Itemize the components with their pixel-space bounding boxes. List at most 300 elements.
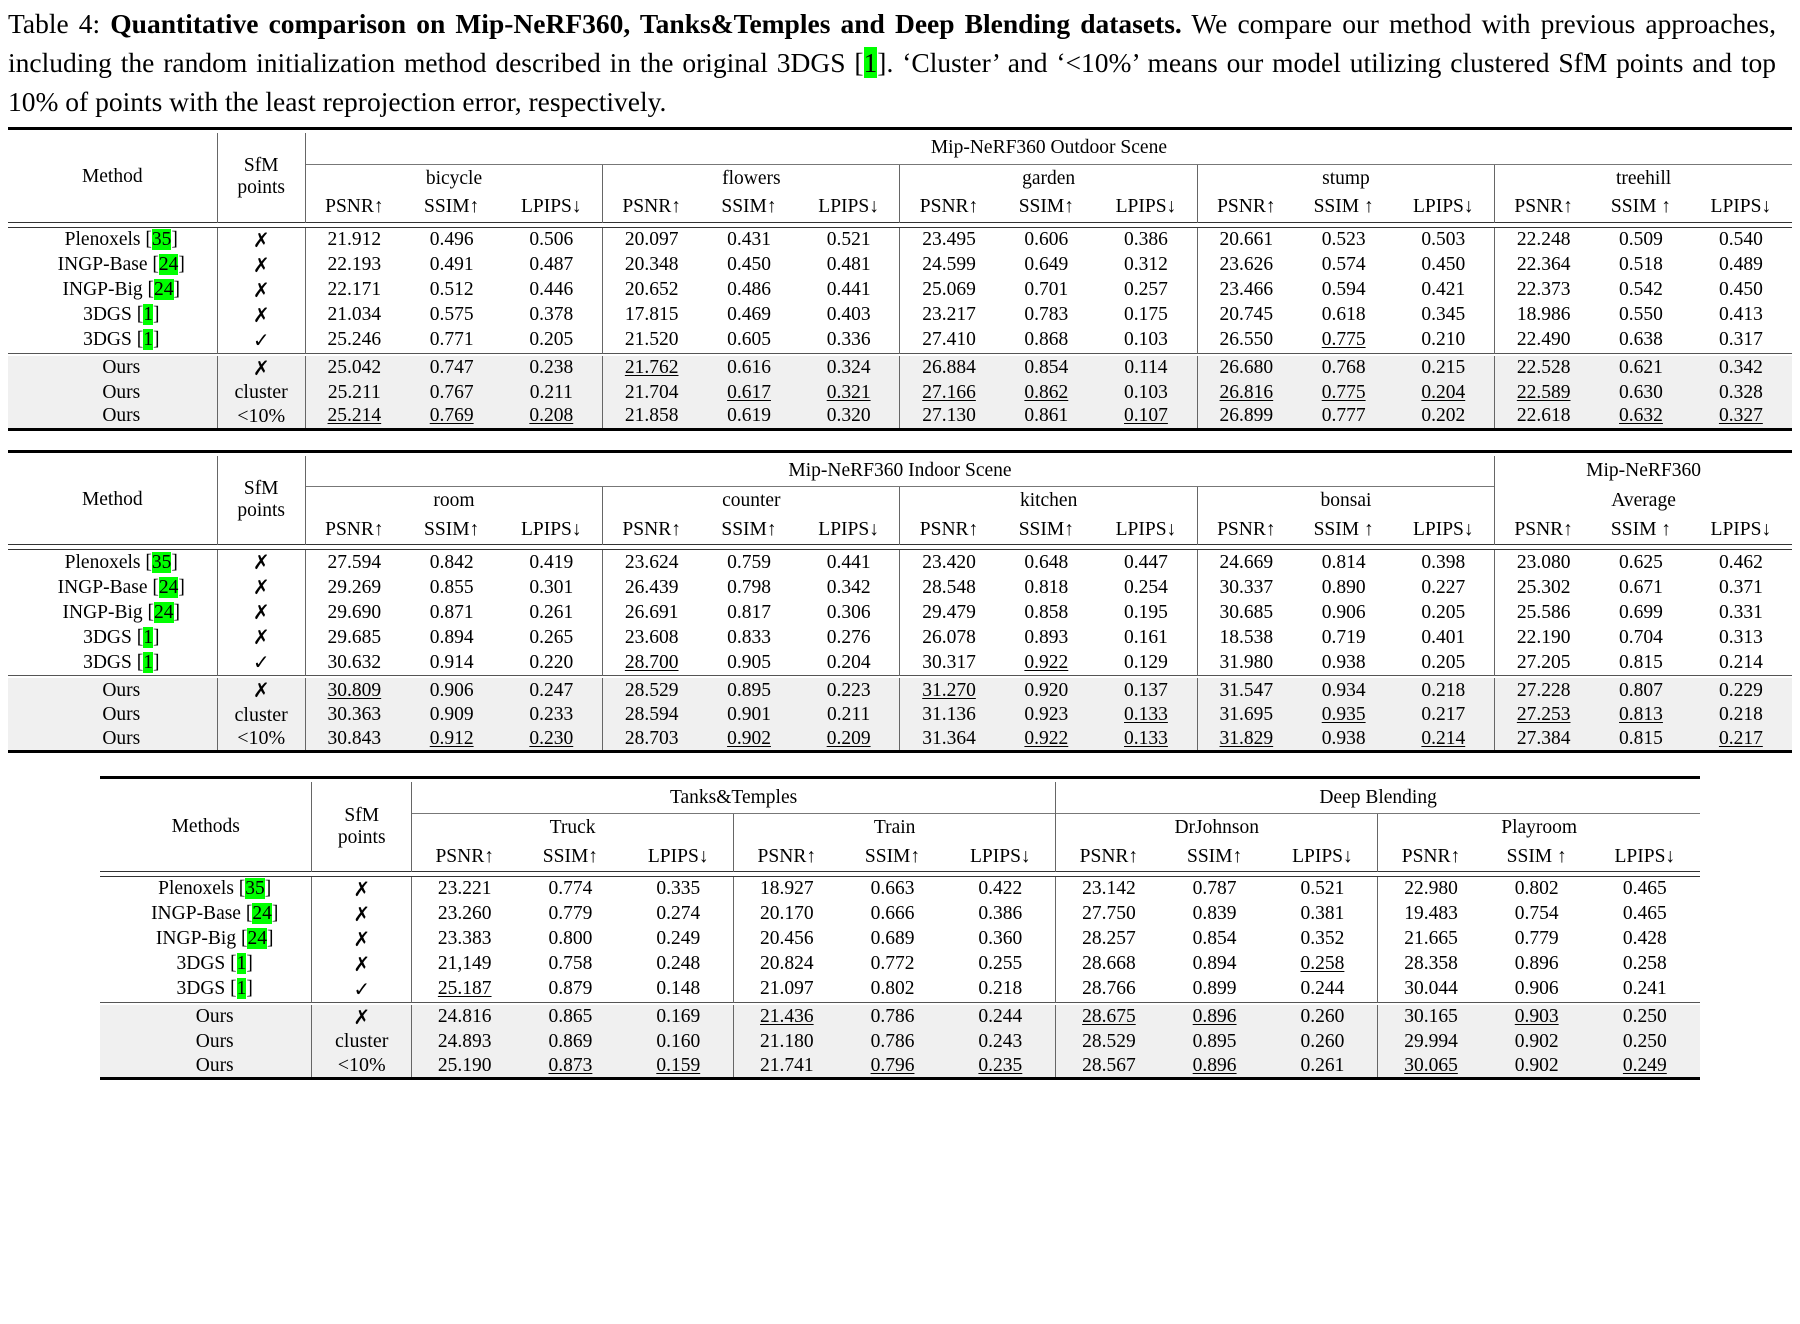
citation-ref[interactable]: 1 — [236, 978, 247, 1000]
row-value-cell: 0.209 — [826, 727, 871, 749]
row-value-cell: 24.816 — [412, 1005, 518, 1030]
row-value-cell: 0.619 — [727, 405, 771, 427]
row-value-cell: 22.490 — [1495, 328, 1593, 354]
row-sfm-cell: ✗ — [312, 952, 412, 977]
method-bracket: ] — [266, 928, 274, 950]
row-value-cell: 0.205 — [529, 329, 574, 350]
row-value-cell: 23.221 — [412, 876, 518, 902]
row-value-cell: 23.383 — [412, 927, 518, 952]
method-label: 3DGS [ — [83, 651, 144, 673]
row-value-cell: 0.313 — [1718, 626, 1763, 648]
indoor-body — [8, 550, 1792, 752]
row-value-cell: 26.691 — [603, 600, 701, 625]
row-value-cell: 23.080 — [1495, 550, 1593, 576]
row-sfm-cell: ✗ — [217, 550, 305, 576]
row-value-cell: 21.520 — [603, 328, 701, 354]
row-value-cell: 0.250 — [1622, 1006, 1667, 1028]
row-value-cell: 0.447 — [1124, 551, 1168, 573]
row-value-cell: 0.903 — [1514, 1006, 1559, 1028]
table-row — [100, 876, 1700, 902]
row-value-cell: 0.265 — [529, 626, 574, 648]
row-value-cell: 0.103 — [1124, 329, 1168, 350]
method-label: Ours — [195, 1054, 234, 1076]
table-row — [100, 952, 1700, 977]
row-value-cell: 30.165 — [1378, 1005, 1484, 1030]
row-value-cell: 0.107 — [1124, 405, 1168, 427]
method-bracket: ] — [171, 229, 178, 250]
scene-garden: garden — [900, 164, 1197, 193]
row-value-cell: 0.210 — [1421, 329, 1466, 350]
row-value-cell: 0.129 — [1124, 651, 1168, 673]
method-label: INGP-Big [ — [155, 928, 248, 950]
row-value-cell: 22.618 — [1495, 405, 1593, 430]
row-sfm-cell: ✗ — [217, 356, 305, 381]
sfm-line1: SfM — [243, 477, 279, 499]
table-row — [100, 1005, 1700, 1030]
row-method-cell — [100, 1005, 312, 1030]
method-label: 3DGS [ — [83, 329, 144, 350]
table-row — [8, 600, 1792, 625]
row-value-cell: 0.902 — [1514, 1054, 1559, 1076]
rule-bottom — [100, 1079, 1700, 1084]
header-method: Method — [81, 488, 143, 510]
row-value-cell: 0.518 — [1619, 254, 1663, 275]
row-sfm-cell: ✓ — [217, 650, 305, 676]
row-value-cell: 0.306 — [826, 601, 871, 623]
citation-3dgs[interactable]: 1 — [863, 47, 878, 78]
caption-text-1: We compare our method with previous approaches, including the random initialization method described in the original 3DGS [ — [8, 8, 1776, 78]
row-value-cell: 0.211 — [827, 704, 871, 726]
row-value-cell: 22.193 — [305, 253, 403, 278]
metric-lpips: LPIPS↓ — [1115, 518, 1177, 540]
row-value-cell: 0.769 — [429, 405, 474, 427]
row-value-cell: 0.255 — [978, 953, 1023, 975]
row-value-cell: 31.270 — [900, 678, 998, 703]
citation-ref[interactable]: 24 — [247, 928, 267, 950]
row-value-cell: 0.481 — [826, 254, 871, 275]
row-value-cell: 0.817 — [727, 601, 771, 623]
table-row — [100, 977, 1700, 1003]
row-value-cell: 0.401 — [1421, 626, 1466, 648]
row-value-cell: 0.896 — [1192, 1006, 1237, 1028]
metric-psnr: PSNR↑ — [603, 193, 701, 222]
table-row — [8, 405, 1792, 430]
row-value-cell: 0.257 — [1124, 279, 1168, 300]
method-label: INGP-Base [ — [57, 576, 159, 598]
row-method-cell — [8, 356, 217, 381]
row-value-cell: 0.320 — [826, 405, 871, 427]
row-value-cell: 22.171 — [305, 278, 403, 303]
row-method-cell — [8, 650, 217, 676]
metric-lpips: LPIPS↓ — [1115, 196, 1177, 218]
row-value-cell: 25.214 — [305, 405, 403, 430]
row-value-cell: 28.703 — [603, 727, 701, 752]
row-value-cell: 23.495 — [900, 227, 998, 253]
row-value-cell: 0.261 — [1300, 1054, 1345, 1076]
row-value-cell: 0.450 — [727, 254, 771, 275]
method-bracket: ] — [152, 651, 160, 673]
citation-ref[interactable]: 1 — [143, 329, 153, 350]
row-value-cell: 0.317 — [1718, 329, 1763, 350]
citation-ref[interactable]: 1 — [236, 953, 247, 975]
row-method-cell — [8, 727, 217, 752]
metric-lpips: LPIPS↓ — [1614, 845, 1676, 867]
method-bracket: ] — [246, 953, 253, 975]
header-method: Method — [81, 166, 143, 188]
row-value-cell: 0.218 — [1421, 679, 1466, 701]
row-value-cell: 0.796 — [870, 1054, 915, 1076]
table-row — [8, 575, 1792, 600]
row-method-cell — [8, 381, 217, 405]
row-value-cell: 0.666 — [870, 903, 915, 925]
row-method-cell — [8, 303, 217, 328]
row-value-cell: 22.528 — [1495, 356, 1593, 381]
ttdb-table — [100, 776, 1700, 1083]
caption-label: Table 4: — [8, 8, 101, 39]
row-value-cell: 0.450 — [1421, 254, 1466, 275]
row-value-cell: 24.893 — [412, 1030, 518, 1054]
row-value-cell: 0.800 — [548, 928, 593, 950]
row-value-cell: 31.695 — [1197, 703, 1295, 727]
row-value-cell: 26.884 — [900, 356, 998, 381]
row-value-cell: 0.920 — [1024, 679, 1069, 701]
row-value-cell: 0.378 — [529, 304, 574, 325]
row-value-cell: 0.312 — [1124, 254, 1168, 275]
row-value-cell: 27.253 — [1495, 703, 1593, 727]
method-bracket: ] — [178, 576, 185, 598]
row-value-cell: 28.358 — [1378, 952, 1484, 977]
row-value-cell: 0.233 — [529, 704, 574, 726]
row-value-cell: 0.895 — [727, 679, 771, 701]
row-value-cell: 0.218 — [1718, 704, 1763, 726]
method-label: INGP-Base [ — [151, 903, 253, 925]
method-label: 3DGS [ — [176, 978, 237, 1000]
row-value-cell: 0.542 — [1619, 279, 1663, 300]
row-value-cell: 0.934 — [1321, 679, 1366, 701]
citation-ref[interactable]: 1 — [143, 626, 153, 648]
row-value-cell: 0.512 — [429, 279, 474, 300]
citation-ref[interactable]: 24 — [158, 576, 179, 598]
row-method-cell — [8, 625, 217, 650]
indoor-table-wrap — [0, 450, 1800, 757]
row-value-cell: 0.854 — [1192, 928, 1237, 950]
scene-counter: counter — [603, 487, 900, 516]
row-sfm-cell: ✗ — [312, 876, 412, 902]
row-value-cell: 0.381 — [1300, 903, 1345, 925]
row-value-cell: 0.704 — [1619, 626, 1663, 648]
row-sfm-cell: cluster — [312, 1030, 412, 1054]
citation-ref[interactable]: 1 — [143, 304, 153, 325]
row-value-cell: 0.360 — [978, 928, 1023, 950]
row-value-cell: 0.450 — [1718, 279, 1763, 300]
row-value-cell: 0.244 — [978, 1006, 1023, 1028]
row-value-cell: 0.169 — [656, 1006, 701, 1028]
method-label: 3DGS [ — [83, 626, 144, 648]
row-value-cell: 29.685 — [305, 625, 403, 650]
metric-lpips: LPIPS↓ — [1412, 196, 1474, 218]
citation-ref[interactable]: 35 — [245, 878, 265, 900]
row-value-cell: 0.839 — [1192, 903, 1237, 925]
citation-ref[interactable]: 24 — [154, 601, 174, 623]
row-value-cell: 0.202 — [1421, 405, 1466, 427]
row-value-cell: 0.217 — [1718, 727, 1763, 749]
row-value-cell: 0.855 — [429, 576, 474, 598]
row-value-cell: 0.814 — [1321, 551, 1366, 573]
row-value-cell: 28.700 — [603, 650, 701, 676]
row-value-cell: 0.813 — [1619, 704, 1663, 726]
method-label: Ours — [102, 357, 141, 378]
row-sfm-cell: ✗ — [217, 227, 305, 253]
method-bracket: ] — [246, 978, 253, 1000]
row-value-cell: 0.754 — [1514, 903, 1559, 925]
row-value-cell: 0.114 — [1124, 357, 1168, 378]
citation-ref[interactable]: 35 — [151, 551, 172, 573]
row-sfm-cell: ✓ — [312, 977, 412, 1003]
row-value-cell: 0.491 — [429, 254, 474, 275]
ttdb-table-wrap — [0, 776, 1800, 1083]
row-value-cell: 0.861 — [1024, 405, 1069, 427]
row-value-cell: 23.260 — [412, 902, 518, 927]
row-value-cell: 29.690 — [305, 600, 403, 625]
row-value-cell: 0.214 — [1718, 651, 1763, 673]
row-value-cell: 23.608 — [603, 625, 701, 650]
metric-lpips: LPIPS↓ — [1292, 845, 1353, 867]
row-value-cell: 22.373 — [1495, 278, 1593, 303]
row-value-cell: 0.428 — [1622, 928, 1667, 950]
row-value-cell: 0.247 — [529, 679, 574, 701]
metric-ssim: SSIM↑ — [1186, 845, 1243, 867]
row-value-cell: 0.204 — [826, 651, 871, 673]
row-value-cell: 30.632 — [305, 650, 403, 676]
row-value-cell: 20.170 — [734, 902, 840, 927]
row-value-cell: 20.824 — [734, 952, 840, 977]
row-sfm-cell: ✗ — [217, 278, 305, 303]
row-sfm-cell: cluster — [217, 381, 305, 405]
row-value-cell: 0.235 — [978, 1054, 1023, 1076]
row-value-cell: 23.142 — [1056, 876, 1162, 902]
metric-ssim: SSIM↑ — [542, 845, 599, 867]
row-value-cell: 0.403 — [826, 304, 871, 325]
row-value-cell: 0.220 — [529, 651, 574, 673]
row-value-cell: 0.137 — [1124, 679, 1168, 701]
method-label: Plenoxels [ — [64, 229, 152, 250]
row-value-cell: 31.980 — [1197, 650, 1295, 676]
row-value-cell: 30.065 — [1378, 1054, 1484, 1079]
scene-flowers: flowers — [603, 164, 900, 193]
row-value-cell: 30.363 — [305, 703, 403, 727]
method-bracket: ] — [152, 329, 160, 350]
metric-lpips: LPIPS↓ — [818, 518, 879, 540]
row-value-cell: 0.649 — [1024, 254, 1069, 275]
row-value-cell: 0.873 — [548, 1054, 593, 1076]
metric-ssim: SSIM ↑ — [1506, 845, 1567, 867]
row-value-cell: 0.701 — [1024, 279, 1069, 300]
row-value-cell: 0.503 — [1421, 229, 1466, 250]
row-value-cell: 0.935 — [1321, 704, 1366, 726]
row-sfm-cell: <10% — [217, 727, 305, 752]
sfm-line1: SfM — [344, 804, 380, 826]
row-value-cell: 0.594 — [1321, 279, 1366, 300]
row-value-cell: 0.133 — [1124, 704, 1168, 726]
row-value-cell: 0.175 — [1124, 304, 1168, 325]
row-value-cell: 0.327 — [1718, 405, 1763, 427]
row-value-cell: 0.768 — [1321, 357, 1366, 378]
row-value-cell: 0.767 — [429, 381, 474, 403]
row-value-cell: 0.894 — [1192, 953, 1237, 975]
row-value-cell: 0.807 — [1619, 679, 1663, 701]
row-sfm-cell: ✓ — [217, 328, 305, 354]
row-value-cell: 0.779 — [1514, 928, 1559, 950]
row-value-cell: 0.214 — [1421, 727, 1466, 749]
row-sfm-cell: ✗ — [217, 253, 305, 278]
row-value-cell: 0.413 — [1718, 304, 1763, 325]
citation-ref[interactable]: 24 — [154, 279, 174, 300]
row-value-cell: 0.238 — [529, 357, 574, 378]
row-value-cell: 27.205 — [1495, 650, 1593, 676]
row-value-cell: 0.205 — [1421, 651, 1466, 673]
metric-ssim: SSIM ↑ — [1610, 518, 1672, 540]
row-value-cell: 30.337 — [1197, 575, 1295, 600]
row-value-cell: 0.195 — [1124, 601, 1168, 623]
row-value-cell: 28.548 — [900, 575, 998, 600]
row-value-cell: 18.986 — [1495, 303, 1593, 328]
metric-psnr: PSNR↑ — [305, 516, 403, 545]
row-value-cell: 21.034 — [305, 303, 403, 328]
row-value-cell: 0.161 — [1124, 626, 1168, 648]
metric-ssim: SSIM↑ — [424, 196, 480, 218]
method-bracket: ] — [178, 254, 185, 275]
metric-psnr: PSNR↑ — [412, 842, 518, 871]
row-value-cell: 0.160 — [656, 1030, 701, 1052]
row-value-cell: 0.258 — [1622, 953, 1667, 975]
row-value-cell: 21.858 — [603, 405, 701, 430]
row-value-cell: 20.456 — [734, 927, 840, 952]
table-row — [100, 927, 1700, 952]
row-value-cell: 0.798 — [727, 576, 771, 598]
table-gap-1 — [0, 434, 1800, 450]
row-value-cell: 27.130 — [900, 405, 998, 430]
row-value-cell: 28.766 — [1056, 977, 1162, 1003]
row-value-cell: 0.879 — [548, 978, 593, 1000]
row-value-cell: 26.680 — [1197, 356, 1295, 381]
row-method-cell — [100, 1054, 312, 1079]
metric-lpips: LPIPS↓ — [647, 845, 709, 867]
indoor-dataset-title: Mip-NeRF360 Indoor Scene — [305, 456, 1494, 487]
row-value-cell: 0.218 — [978, 978, 1023, 1000]
row-value-cell: 0.465 — [1622, 903, 1667, 925]
row-method-cell — [8, 328, 217, 354]
row-value-cell: 27.228 — [1495, 678, 1593, 703]
row-value-cell: 28.257 — [1056, 927, 1162, 952]
row-value-cell: 0.854 — [1024, 357, 1069, 378]
row-value-cell: 0.865 — [548, 1006, 593, 1028]
row-value-cell: 0.896 — [1192, 1054, 1237, 1076]
row-value-cell: 0.258 — [1300, 953, 1345, 975]
row-sfm-cell: ✗ — [217, 575, 305, 600]
row-value-cell: 28.567 — [1056, 1054, 1162, 1079]
row-value-cell: 22.190 — [1495, 625, 1593, 650]
method-label: Ours — [102, 704, 141, 726]
row-value-cell: 0.331 — [1718, 601, 1763, 623]
table-row — [8, 278, 1792, 303]
table-row — [8, 678, 1792, 703]
row-value-cell: 0.431 — [727, 229, 771, 250]
row-value-cell: 0.663 — [870, 878, 915, 900]
header-sfm-points — [312, 782, 412, 871]
row-value-cell: 28.529 — [1056, 1030, 1162, 1054]
row-value-cell: 0.890 — [1321, 576, 1366, 598]
method-label: 3DGS [ — [176, 953, 237, 975]
citation-ref[interactable]: 1 — [143, 651, 153, 673]
row-method-cell — [8, 405, 217, 430]
metric-lpips: LPIPS↓ — [1710, 196, 1772, 218]
row-value-cell: 0.777 — [1321, 405, 1366, 427]
row-value-cell: 0.217 — [1421, 704, 1466, 726]
citation-ref[interactable]: 24 — [158, 254, 179, 275]
citation-ref[interactable]: 24 — [252, 903, 272, 925]
row-value-cell: 0.871 — [429, 601, 474, 623]
row-value-cell: 0.621 — [1619, 357, 1663, 378]
metric-ssim: SSIM↑ — [1018, 196, 1074, 218]
method-label: Ours — [102, 727, 141, 749]
row-value-cell: 24.669 — [1197, 550, 1295, 576]
row-sfm-cell: ✗ — [217, 625, 305, 650]
indoor-table — [8, 450, 1792, 757]
row-value-cell: 0.324 — [826, 357, 871, 378]
row-value-cell: 0.419 — [529, 551, 574, 573]
row-value-cell: 0.230 — [529, 727, 574, 749]
table-row — [100, 1054, 1700, 1079]
row-value-cell: 21.912 — [305, 227, 403, 253]
method-label: INGP-Big [ — [62, 279, 155, 300]
scene-bonsai: bonsai — [1197, 487, 1494, 516]
row-value-cell: 26.816 — [1197, 381, 1295, 405]
metric-ssim: SSIM ↑ — [1610, 196, 1672, 218]
row-method-cell — [8, 678, 217, 703]
row-value-cell: 0.521 — [1300, 878, 1345, 900]
row-value-cell: 0.469 — [727, 304, 771, 325]
row-value-cell: 0.862 — [1024, 381, 1069, 403]
row-value-cell: 0.211 — [529, 381, 573, 403]
row-value-cell: 0.606 — [1024, 229, 1069, 250]
row-value-cell: 0.521 — [826, 229, 871, 250]
metric-lpips: LPIPS↓ — [520, 518, 582, 540]
row-value-cell: 0.208 — [529, 405, 574, 427]
row-value-cell: 0.648 — [1024, 551, 1069, 573]
row-value-cell: 0.759 — [727, 551, 771, 573]
row-value-cell: 0.894 — [429, 626, 474, 648]
row-method-cell — [8, 575, 217, 600]
outdoor-table — [8, 127, 1792, 434]
row-value-cell: 21.704 — [603, 381, 701, 405]
row-value-cell: 0.912 — [429, 727, 474, 749]
outdoor-dataset-title: Mip-NeRF360 Outdoor Scene — [305, 133, 1792, 164]
citation-ref[interactable]: 35 — [151, 229, 172, 250]
row-value-cell: 20.652 — [603, 278, 701, 303]
row-value-cell: 25.246 — [305, 328, 403, 354]
indoor-superheader-row — [8, 456, 1792, 487]
row-value-cell: 0.905 — [727, 651, 771, 673]
row-value-cell: 0.523 — [1321, 229, 1366, 250]
scene-drjohnson: DrJohnson — [1056, 813, 1378, 842]
row-value-cell: 0.204 — [1421, 381, 1466, 403]
caption-bold: Quantitative comparison on Mip-NeRF360, Tanks&Temples and Deep Blending datasets. — [110, 8, 1182, 39]
method-label: Plenoxels [ — [64, 551, 152, 573]
row-value-cell: 30.685 — [1197, 600, 1295, 625]
row-value-cell: 31.136 — [900, 703, 998, 727]
metric-ssim: SSIM↑ — [721, 196, 777, 218]
row-value-cell: 22.248 — [1495, 227, 1593, 253]
